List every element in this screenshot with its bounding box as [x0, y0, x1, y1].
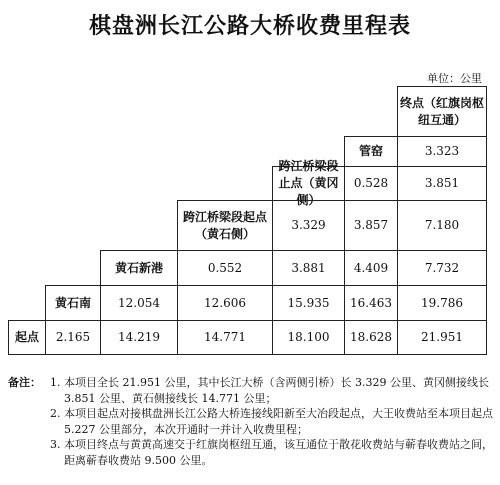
station-label: 黄石新港	[100, 250, 177, 285]
distance-cell: 7.180	[397, 200, 487, 250]
note-text: 本项目起点对接棋盘洲长江公路大桥连接线阳新至大冶段起点，大王收费站至本项目起点 5.227 公里部分，本次开通时一并计入收费里程；	[64, 407, 493, 436]
distance-cell: 3.851	[397, 166, 487, 200]
distance-cell: 0.528	[344, 166, 397, 200]
note-text: 本项目终点与黄黄高速交于红旗岗枢纽互通，该互通位于散花收费站与蕲春收费站之间，距离蕲春收费站 9.500 公里。	[64, 438, 493, 467]
station-label: 跨江桥梁段起点（黄石侧）	[177, 200, 272, 250]
distance-cell: 18.100	[272, 320, 344, 355]
distance-cell: 12.606	[177, 285, 272, 320]
station-label: 管窑	[344, 136, 397, 166]
note-number: 1.	[50, 376, 61, 389]
note-number: 2.	[50, 407, 61, 420]
distance-cell: 21.951	[397, 320, 487, 355]
distance-cell: 3.329	[272, 200, 344, 250]
distance-cell: 12.054	[100, 285, 177, 320]
station-label: 终点（红旗岗枢纽互通）	[397, 86, 487, 136]
notes-section	[8, 375, 494, 468]
distance-cell: 18.628	[344, 320, 397, 355]
distance-cell: 15.935	[272, 285, 344, 320]
note-number: 3.	[50, 438, 61, 451]
station-label: 起点	[8, 320, 45, 355]
distance-cell: 14.771	[177, 320, 272, 355]
station-label: 跨江桥梁段止点（黄冈侧）	[272, 166, 344, 200]
distance-cell: 4.409	[344, 250, 397, 285]
distance-cell: 14.219	[100, 320, 177, 355]
distance-cell: 16.463	[344, 285, 397, 320]
note-item-2	[8, 406, 494, 437]
note-item-3	[8, 437, 494, 468]
notes-label: 备注：	[8, 376, 41, 389]
note-item-1	[8, 375, 494, 406]
distance-cell: 2.165	[45, 320, 100, 355]
station-label: 黄石南	[45, 285, 100, 320]
distance-cell: 3.857	[344, 200, 397, 250]
unit-label: 单位：公里	[427, 72, 482, 85]
distance-cell: 0.552	[177, 250, 272, 285]
distance-cell: 19.786	[397, 285, 487, 320]
distance-cell: 3.323	[397, 136, 487, 166]
distance-cell: 3.881	[272, 250, 344, 285]
page-title: 棋盘洲长江公路大桥收费里程表	[88, 14, 411, 39]
note-text: 本项目全长 21.951 公里，其中长江大桥（含两侧引桥）长 3.329 公里、黄冈侧接线长 3.851 公里、黄石侧接线长 14.771 公里；	[64, 376, 489, 405]
distance-cell: 7.732	[397, 250, 487, 285]
